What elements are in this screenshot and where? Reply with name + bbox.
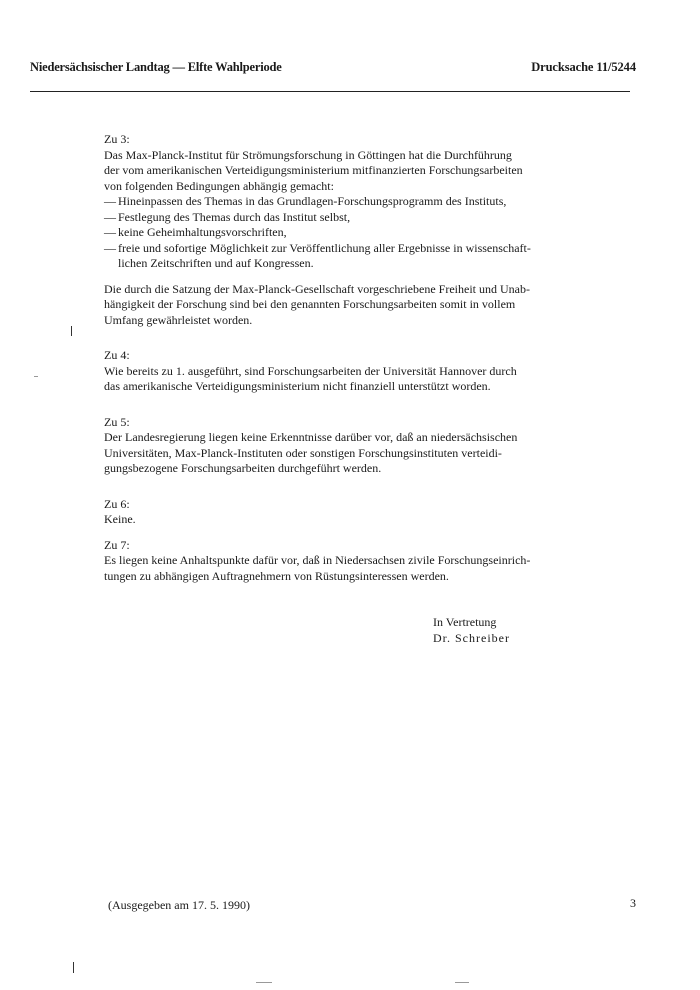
section-heading-6: Zu 6: (104, 496, 130, 511)
list-item-text: freie und sofortige Möglichkeit zur Veröffentlichung aller Ergebnisse in wissenschaft-lichen Zeitschriften und auf Kongressen. (118, 240, 531, 270)
section-heading-5: Zu 5: (104, 414, 130, 429)
list-item-text: keine Geheimhaltungsvorschriften, (118, 225, 287, 239)
header-rule (30, 91, 630, 92)
dash-bullet: — (104, 209, 116, 224)
text-line: der vom amerikanischen Verteidigungsministerium mitfinanzierten Forschungsarbeiten (104, 163, 523, 177)
list-item (104, 225, 534, 241)
text-line: von folgenden Bedingungen abhängig gemacht: (104, 178, 334, 193)
scan-mark (71, 326, 72, 336)
scan-mark (73, 962, 74, 973)
section-heading-3: Zu 3: (104, 132, 130, 146)
answer-body (104, 132, 534, 584)
text-line: Es liegen keine Anhaltspunkte dafür vor, daß in Niedersachsen zivile Forschungseinrich- (104, 553, 531, 567)
page-number: 3 (630, 896, 636, 910)
text-line: Die durch die Satzung der Max-Planck-Gesellschaft vorgeschriebene Freiheit und Unab- (104, 281, 530, 296)
text-line: hängigkeit der Forschung sind bei den genannten Forschungsarbeiten somit in vollem (104, 297, 516, 311)
list-item (104, 210, 534, 226)
conditions-list (104, 194, 534, 272)
text-line: das amerikanische Verteidigungsministerium nicht finanziell unterstützt worden. (104, 379, 491, 393)
section-heading-7: Zu 7: (104, 537, 130, 552)
list-item (104, 194, 534, 210)
text-line: Universitäten, Max-Planck-Instituten oder sonstigen Forschungsinstituten verteidi- (104, 445, 502, 460)
text-line: tungen zu abhängigen Auftragnehmern von Rüstungsinteressen werden. (104, 568, 449, 583)
page-header (30, 60, 636, 80)
parliament-period: Niedersächsischer Landtag — Elfte Wahlperiode (30, 60, 282, 74)
scan-speck (455, 982, 469, 983)
scan-speck (256, 982, 272, 983)
list-item (104, 241, 534, 272)
signature-block (433, 614, 510, 646)
document-number: Drucksache 11/5244 (531, 60, 636, 74)
list-item-text: Hineinpassen des Themas in das Grundlagen-Forschungsprogramm des Instituts, (118, 194, 507, 208)
text-line: Keine. (104, 512, 136, 526)
signature-role: In Vertretung (433, 615, 497, 629)
issue-date: (Ausgegeben am 17. 5. 1990) (108, 898, 250, 912)
scan-speck (34, 376, 38, 377)
dash-bullet: — (104, 194, 116, 208)
signature-name: Dr. Schreiber (433, 631, 510, 645)
text-line: Der Landesregierung liegen keine Erkenntnisse darüber vor, daß an niedersächsischen (104, 430, 518, 444)
dash-bullet: — (104, 240, 116, 255)
list-item-text: Festlegung des Themas durch das Institut selbst, (118, 209, 351, 224)
text-line: gungsbezogene Forschungsarbeiten durchgeführt werden. (104, 461, 382, 475)
text-line: Wie bereits zu 1. ausgeführt, sind Forschungsarbeiten der Universität Hannover durch (104, 363, 517, 378)
section-heading-4: Zu 4: (104, 348, 130, 362)
text-line: Umfang gewährleistet worden. (104, 312, 253, 327)
dash-bullet: — (104, 225, 116, 239)
text-line: Das Max-Planck-Institut für Strömungsforschung in Göttingen hat die Durchführung (104, 147, 512, 162)
